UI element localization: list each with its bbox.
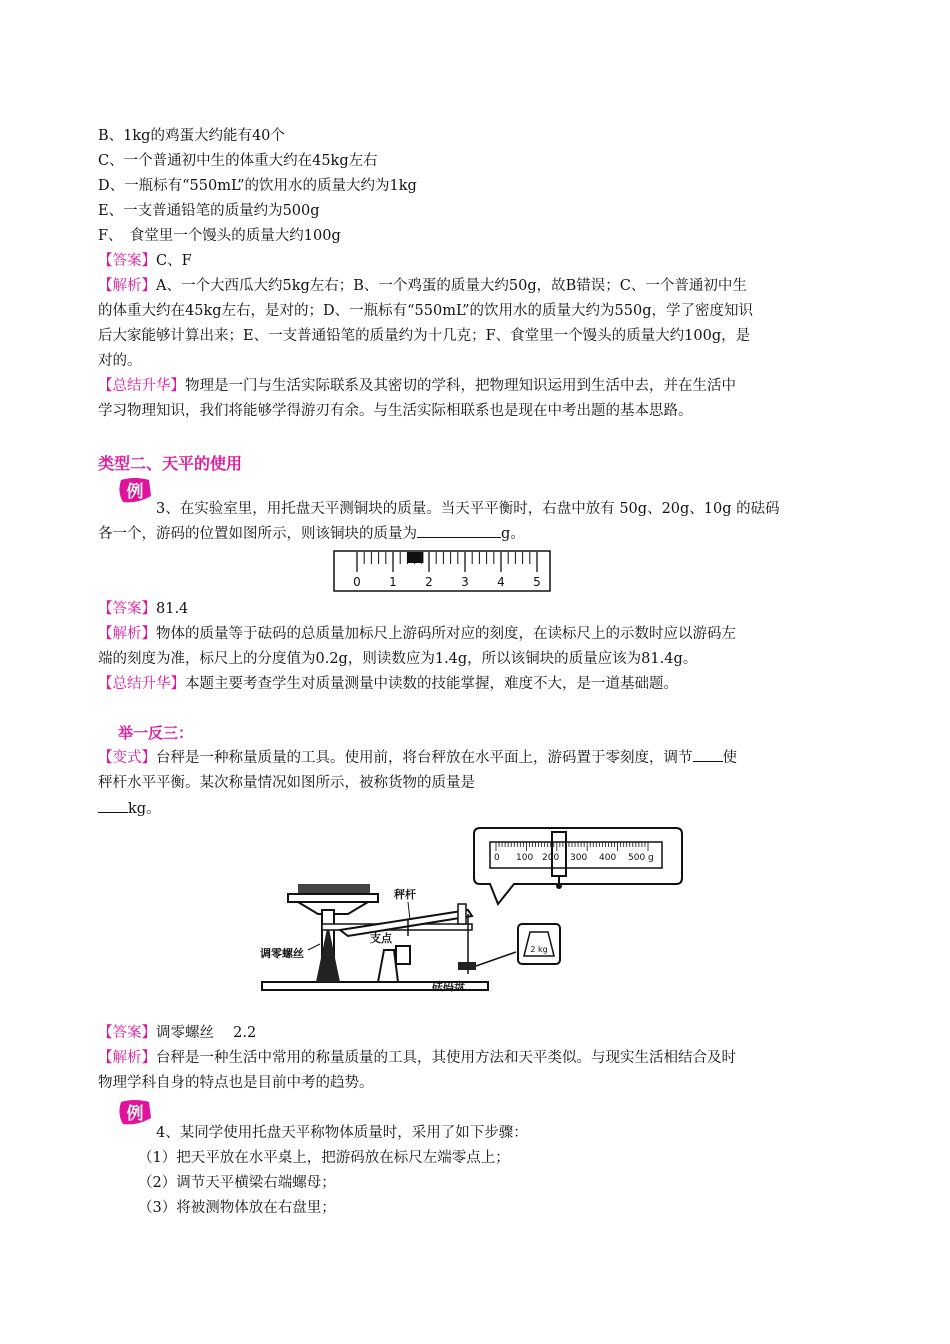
variant-line-1 [98, 746, 737, 771]
q3-line-2 [98, 522, 525, 547]
q2-analysis-line-2: 的体重大约在45kg左右，是对的；D、一瓶标有“550mL”的饮用水的质量大约为550g，学了密度知识 [98, 303, 754, 319]
analysis-text: 物体的质量等于砝码的总质量加标尺上游码所对应的刻度，在读标尺上的示数时应以游码左 [156, 626, 736, 642]
beam-tick-label-200: 200 [542, 853, 560, 863]
option-e: E、一支普通铅笔的质量约为500g [98, 203, 320, 219]
beam-tick-label-0: 0 [494, 853, 500, 863]
steelyard-beam [340, 910, 472, 936]
q3-answer [98, 597, 188, 622]
beam-tick-label-100: 100 [516, 853, 534, 863]
analysis-text: 台秤是一种生活中常用的称量质量的工具，其使用方法和天平类似。与现实生活相结合及时 [156, 1050, 736, 1066]
label-pan: 砝码盘 [432, 980, 465, 993]
variant-text: 台秤是一种称量质量的工具。使用前，将台秤放在水平面上，游码置于零刻度，调节 [156, 750, 693, 766]
q4-step-3: （3）将被测物体放在右盘里； [138, 1200, 336, 1216]
variant-line-3 [98, 797, 161, 822]
q2-summary-line-2: 学习物理知识，我们将能够学得游刃有余。与生活实际相联系也是现在中考出题的基本思路。 [98, 403, 693, 419]
beam-tick-label-400: 400 [599, 853, 617, 863]
rider-ruler-figure [333, 550, 551, 592]
svg-text:例: 例 [126, 482, 144, 502]
answer-tag: 【答案】 [98, 253, 156, 269]
answer-text: 调零螺丝 2.2 [156, 1025, 257, 1041]
analysis-tag: 【解析】 [98, 278, 156, 294]
summary-tag: 【总结升华】 [98, 378, 185, 394]
variant-analysis-line-2: 物理学科自身的特点也是目前中考的趋势。 [98, 1075, 374, 1091]
q4-step-2: （2）调节天平横梁右端螺母； [138, 1175, 336, 1191]
q4-step-1: （1）把天平放在水平桌上，把游码放在标尺左端零点上； [138, 1150, 510, 1166]
ruler-tick-label: 0 [353, 575, 361, 589]
summary-text: 本题主要考查学生对质量测量中读数的技能掌握，难度不大，是一道基础题。 [185, 676, 678, 692]
q4-line-1: 4、某同学使用托盘天平称物体质量时，采用了如下步骤： [156, 1125, 528, 1141]
answer-blank [98, 798, 128, 813]
label-screw: 调零螺丝 [260, 947, 304, 960]
practice-heading: 举一反三： [118, 724, 194, 742]
summary-tag: 【总结升华】 [98, 676, 185, 692]
ruler-frame [334, 551, 550, 591]
weight-pan [458, 962, 476, 970]
option-c: C、一个普通初中生的体重大约在45kg左右 [98, 153, 378, 169]
ruler-tick-label: 2 [425, 575, 433, 589]
summary-text: 物理是一门与生活实际联系及其密切的学科，把物理知识运用到生活中去，并在生活中 [185, 378, 736, 394]
answer-blank [693, 747, 723, 762]
platform [288, 894, 378, 902]
ruler-tick-label: 3 [461, 575, 469, 589]
beam-tick-label-500: 500 g [628, 853, 654, 863]
ruler-rider [407, 552, 423, 563]
ruler-tick-label: 1 [389, 575, 397, 589]
answer-blank [417, 523, 501, 538]
example-badge-icon [117, 1098, 153, 1128]
ruler-tick-label: 5 [533, 575, 541, 589]
option-f: F、 食堂里一个馒头的质量大约100g [98, 228, 341, 244]
variant-tag: 【变式】 [98, 750, 156, 766]
q3-analysis-line-1 [98, 622, 736, 647]
answer-tag: 【答案】 [98, 1025, 156, 1041]
q3-line-1: 3、在实验室里，用托盘天平测铜块的质量。当天平平衡时，右盘中放有 50g、20g、10g 的砝码 [156, 501, 780, 517]
answer-tag: 【答案】 [98, 601, 156, 617]
option-b: B、1kg的鸡蛋大约能有40个 [98, 128, 285, 144]
option-d: D、一瓶标有“550mL”的饮用水的质量大约为1kg [98, 178, 417, 194]
example-badge-icon [117, 476, 153, 506]
q3-line-2-unit: g。 [501, 526, 525, 542]
svg-text:例: 例 [126, 1104, 144, 1124]
analysis-tag: 【解析】 [98, 626, 156, 642]
q3-summary [98, 672, 678, 697]
analysis-text: A、一个大西瓜大约5kg左右；B、一个鸡蛋的质量大约50g，故B错误；C、一个普通初中生 [156, 278, 747, 294]
q2-analysis-line-4: 对的。 [98, 353, 142, 369]
label-beam: 秤杆 [394, 888, 416, 901]
variant-line-2: 秤杆水平平衡。某次称量情况如图所示，被称货物的质量是 [98, 775, 475, 791]
weight-label: 2 kg [530, 945, 548, 954]
q2-summary-line-1 [98, 374, 736, 399]
q3-line-2-text: 各一个，游码的位置如图所示，则该铜块的质量为 [98, 526, 417, 542]
beam-tick-label-300: 300 [570, 853, 588, 863]
q2-answer [98, 249, 192, 274]
variant-text-end: 使 [722, 750, 737, 766]
goods-on-platform [298, 884, 370, 894]
variant-unit: kg。 [128, 801, 161, 817]
ruler-tick-label: 4 [497, 575, 505, 589]
platform-scale-figure [258, 824, 684, 994]
q2-analysis-line-3: 后大家能够计算出来；E、一支普通铅笔的质量约为十几克；F、食堂里一个馒头的质量大约100g，是 [98, 328, 751, 344]
q2-analysis-line-1 [98, 274, 747, 299]
q3-analysis-line-2: 端的刻度为准，标尺上的分度值为0.2g，则读数应为1.4g，所以该铜块的质量应该为81.4g。 [98, 651, 698, 667]
section-heading: 类型二、天平的使用 [98, 454, 243, 473]
analysis-tag: 【解析】 [98, 1050, 156, 1066]
label-fulcrum: 支点 [370, 932, 392, 945]
answer-text: C、F [156, 253, 192, 269]
variant-analysis-line-1 [98, 1046, 736, 1071]
variant-answer [98, 1021, 256, 1046]
answer-text: 81.4 [156, 601, 189, 617]
